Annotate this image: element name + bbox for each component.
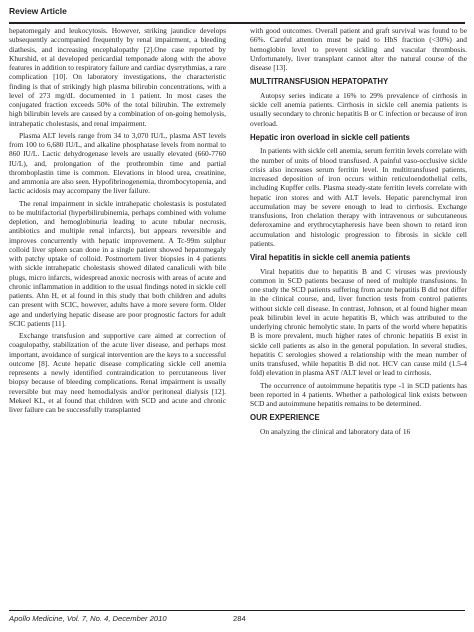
body-paragraph: On analyzing the clinical and laboratory data of 16 bbox=[260, 426, 411, 436]
body-paragraph: Plasma ALT levels range from 34 to 3,070 IU/L, plasma AST levels from 100 to 6,680 IU/L, and alkaline phosphatase levels from normal to 860 IU/L. Lactic dehydrogenase levels are usually elevated (660-7760 IU/L), and, prolongation of the prothrombin time and partial thromboplastin time is common. Elevations in blood urea, creatinine, and ammonia are also seen. Hypofibrinogenemia, thrombocytopenia, and lactic acidosis may accompany the liver failure. bbox=[9, 130, 226, 196]
body-paragraph: The renal impairment in sickle intrahepatic cholestasis is postulated to be multifactorial (hyperbilirubinemia, perhaps combined with volume depletion, and hemoglobinuria leading to acute tubular necrosis, antibiotics and multiple renal infarcts), but appears reversible and improves concurrently with hepatic improvement. A Tc-99m sulphur colloid liver spleen scan done in a single patient showed hepatomegaly with patchy uptake of colloid. Postmortem liver biopsies in 4 patients with sickle intrahepatic cholestasis showed dilated canaliculi with bile plugs, micro infarcts, widespread anoxic necrosis with areas of acute and chronic inflammation in addition to the usual findings noted in sickle cell patients. Ahn H, et al found in this study that both children and adults can present with SCIC, however, adults have a more severe form. Older age and underlying hepatic disease are poor prognostic factors for adult SCIC patients [11]. bbox=[9, 198, 226, 328]
article-type-label: Review Article bbox=[9, 6, 67, 16]
right-column bbox=[250, 26, 467, 439]
body-paragraph: Exchange transfusion and supportive care aimed at correction of coagulopathy, stabilization of the acute liver disease, and perhaps most important, avoidance of surgical intervention are the keys to a successful outcome [8]. Acute hepatic disease complicating sickle cell anemia represents a newly identified contraindication to percutaneous liver biopsy because of bleeding complications. Renal impairment is usually reversible but may need hemodialysis and/or peritoneal dialysis [12]. Mekeel KL, et al found that children with SCD and acute and chronic liver failure can be successfully transplanted bbox=[9, 331, 226, 414]
page-footer bbox=[9, 610, 465, 623]
body-paragraph: Viral hepatitis due to hepatitis B and C viruses was previously common in SCD patients because of need of multiple transfusions. In one study the SCD patients suffering from acute hepatitis B did not differ in the clinical course, and, liver function tests from control patients without sickle cell disease. In contrast, Johnson, et al found higher mean peak bilirubin level in acute hepatitis B, which was attributed to the underlying chronic hemolytic state. In parts of the world where hepatitis B is more prevalent, much higher rates of chronic hepatitis B exist in sickle cell patients as also in the general population. In several studies, hepatitis C serologies showed a relationship with the mean number of units transfused, while hepatitis B did not. HCV can cause mild (1.5-4 fold) elevation in plasma AST /ALT level or lead to cirrhosis. bbox=[250, 266, 467, 378]
page-header bbox=[9, 6, 465, 16]
section-heading-our-experience: OUR EXPERIENCE bbox=[250, 413, 320, 423]
journal-citation: Apollo Medicine, Vol. 7, No. 4, December 2010 bbox=[9, 614, 167, 623]
section-heading-viral-hepatitis: Viral hepatitis in sickle cell anemia patients bbox=[250, 253, 411, 262]
section-heading-multitransfusion: MULTITRANSFUSION HEPATOPATHY bbox=[250, 77, 389, 87]
header-divider bbox=[9, 22, 465, 24]
body-paragraph: with good outcomes. Overall patient and graft survival was found to be 66%. Careful attention must be paid to HbS fraction (<30%) and hemoglobin level to prevent sickling and vascular thrombosis. Unfortunately, liver transplant cannot alter the natural course of the disease [13]. bbox=[250, 26, 467, 72]
body-paragraph: In patients with sickle cell anemia, serum ferritin levels correlate with the number of units of blood transfused. A painful vaso-occlusive sickle crisis also increases serum ferritin level. In multitransfused patients, increased deposition of iron occurs within reticuloendothelial cells, including Kupffer cells. Plasma steady-state ferritin levels correlate with hepatic iron stores and with ALT levels. Hepatic parenchymal iron accumulation may be severe enough to lead to cirrhosis. Exchange transfusions, Iron chelation therapy with intravenous or subcutaneous deferoxamine and erythrocytapheresis have been shown to retard iron accumulation and histologic progression to fibrosis in sickle cell patients. bbox=[250, 146, 467, 248]
section-heading-iron-overload: Hepatic iron overload in sickle cell patients bbox=[250, 132, 410, 142]
page-number: 284 bbox=[233, 614, 246, 623]
left-column bbox=[9, 26, 226, 417]
body-paragraph: The occurrence of autoimmune hepatitis type -1 in SCD patients has been reported in 4 patients. Whether a pathological link exists between SCD and autoimmune hepatitis remains to be determined. bbox=[250, 380, 467, 408]
body-paragraph: Autopsy series indicate a 16% to 29% prevalence of cirrhosis in sickle cell anemia patients. Cirrhosis in sickle cell anemia patients is usually secondary to chronic hepatitis B or C infection or because of iron overload. bbox=[250, 90, 467, 128]
body-paragraph: hepatomegaly and leukocytosis. However, striking jaundice develops subsequently accompanied frequently by renal impairment, a bleeding diathesis, and increasing encephalopathy [2].One case reported by Khurshid, et al developed pericardial temponade along with the above features in addition to respiratory failure and cardiac dysrrythmias, a rare complication [10]. On laboratory investigations, the characteristic finding is that of strikingly high plasma bilirubin concentrations, with a level of 273 mg/dL documented in 1 patient. In most cases the conjugated fraction exceeds 50% of the total bilirubin. The extremely high bilirubin levels are caused by a combination of on-going hemolysis, intrahepatic cholestasis, and renal impairment. bbox=[9, 26, 226, 128]
